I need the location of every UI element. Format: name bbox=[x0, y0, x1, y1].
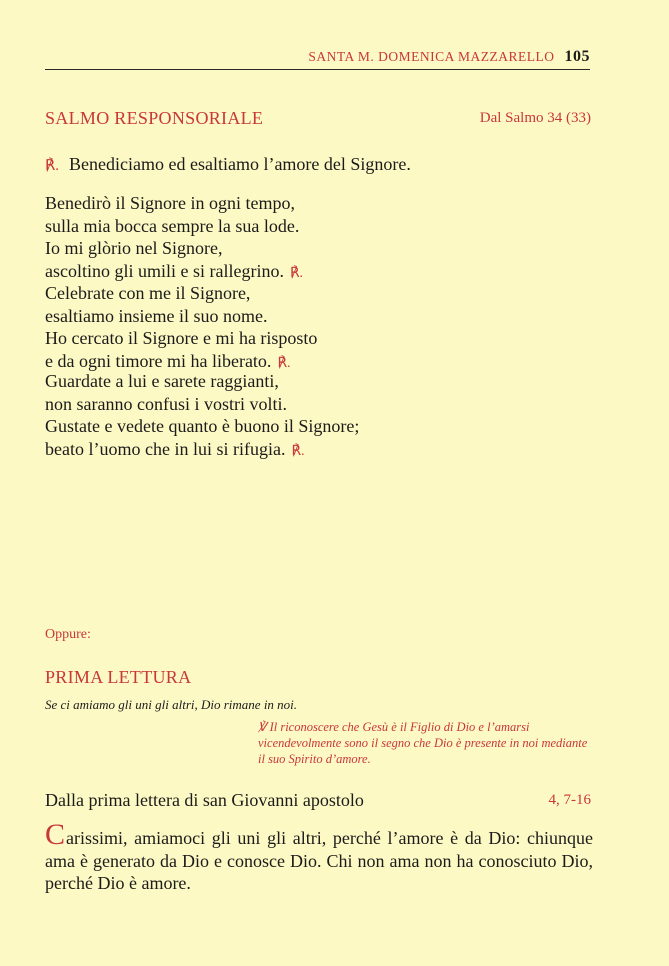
stanza-line: Ho cercato il Signore e mi ha risposto bbox=[45, 328, 318, 348]
stanza-line: Celebrate con me il Signore, bbox=[45, 283, 251, 303]
running-header bbox=[45, 48, 590, 70]
stanza-line: non saranno confusi i vostri volti. bbox=[45, 393, 287, 414]
reading-text bbox=[45, 818, 593, 895]
psalm-stanza bbox=[45, 370, 359, 463]
stanza-line: ascoltino gli umili e si rallegrino. ℟. bbox=[45, 260, 304, 281]
stanza-line: Benedirò il Signore in ogni tempo, bbox=[45, 193, 295, 213]
response-symbol: ℟. bbox=[289, 265, 304, 281]
reading-source: Dalla prima lettera di san Giovanni apostolo bbox=[45, 790, 364, 810]
psalm-title: SALMO RESPONSORIALE bbox=[45, 108, 264, 128]
psalm-reference: Dal Salmo 34 (33) bbox=[479, 110, 591, 126]
reading-theme: Se ci amiamo gli uni gli altri, Dio rimane in noi. bbox=[45, 697, 298, 712]
reading-title: PRIMA LETTURA bbox=[45, 667, 192, 687]
refrain-text: Benediciamo ed esaltiamo l’amore del Signore. bbox=[69, 154, 411, 174]
page-number: 105 bbox=[564, 48, 590, 65]
note-text: Il riconoscere che Gesù è il Figlio di Dio e l’amarsi vicendevolmente sono il segno che Dio è presente in noi mediante il suo Spirito d’amore. bbox=[258, 720, 588, 766]
psalm-stanza bbox=[45, 282, 317, 375]
stanza-line: sulla mia bocca sempre la sua lode. bbox=[45, 215, 300, 236]
stanza-line: Io mi glòrio nel Signore, bbox=[45, 238, 223, 258]
psalm-stanza bbox=[45, 192, 303, 285]
reading-source-reference: 4, 7-16 bbox=[548, 792, 591, 808]
stanza-line: Guardate a lui e sarete raggianti, bbox=[45, 371, 279, 391]
alternative-label: Oppure: bbox=[45, 627, 91, 642]
reading-body: arissimi, amiamoci gli uni gli altri, perché l’amore è da Dio: chiunque ama è generato da Dio e conosce Dio. Chi non ama non ha conosciuto Dio, perché Dio è amore. bbox=[45, 828, 593, 893]
note-symbol: ℣ bbox=[258, 720, 267, 734]
response-symbol: ℟. bbox=[291, 443, 305, 459]
running-title: SANTA M. DOMENICA MAZZARELLO bbox=[308, 49, 555, 64]
response-symbol: ℟. bbox=[277, 355, 291, 371]
stanza-line: Gustate e vedete quanto è buono il Signore; bbox=[45, 416, 360, 436]
drop-cap: C bbox=[45, 818, 66, 851]
stanza-line: esaltiamo insieme il suo nome. bbox=[45, 305, 268, 326]
reading-note bbox=[258, 719, 592, 767]
stanza-line: beato l’uomo che in lui si rifugia. ℟. bbox=[45, 438, 305, 459]
stanza-line: e da ogni timore mi ha liberato. ℟. bbox=[45, 350, 291, 371]
response-symbol: ℟. bbox=[45, 158, 60, 174]
psalm-refrain bbox=[45, 154, 411, 175]
